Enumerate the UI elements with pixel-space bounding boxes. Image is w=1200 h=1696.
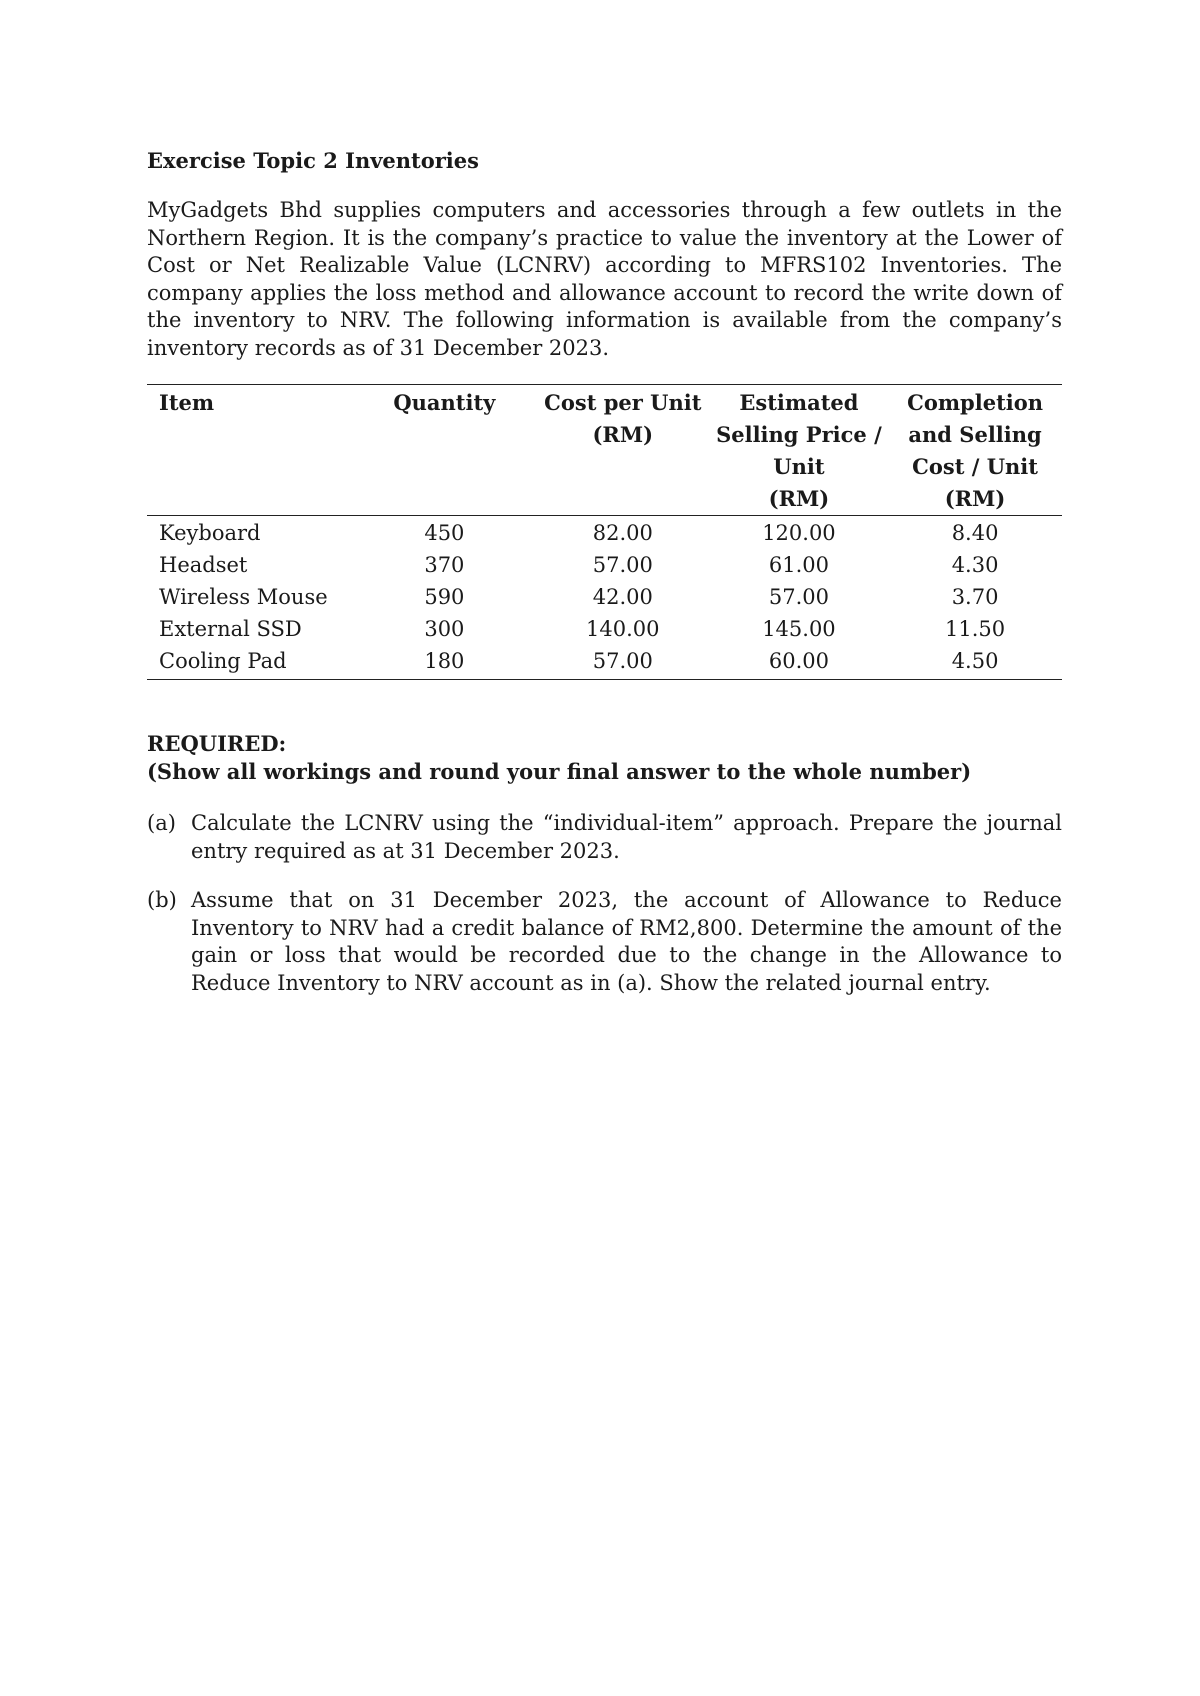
- table-row: [147, 645, 1062, 680]
- cell-item: Wireless Mouse: [159, 585, 328, 609]
- cell-cost: 140.00: [586, 617, 660, 641]
- cell-item: Keyboard: [159, 521, 261, 545]
- question-label: (a): [147, 811, 176, 835]
- required-heading: REQUIRED:: [147, 731, 287, 756]
- table-row: [147, 516, 1062, 550]
- cell-quantity: 370: [424, 553, 465, 577]
- cell-selling-cost: 11.50: [945, 617, 1006, 641]
- cell-item: Cooling Pad: [147, 645, 353, 680]
- cell-cost: 57.00: [592, 553, 653, 577]
- cell-selling-cost: 4.30: [951, 553, 999, 577]
- inventory-table: [147, 384, 1062, 680]
- cell-quantity: 180: [353, 645, 536, 680]
- cell-selling-cost: 4.50: [888, 645, 1062, 680]
- cell-selling-price: 145.00: [762, 617, 836, 641]
- table-header-row: [147, 385, 1062, 516]
- cell-selling-cost: 3.70: [951, 585, 999, 609]
- document-page: [147, 147, 1062, 1019]
- cell-item: Headset: [159, 553, 248, 577]
- cell-cost: 57.00: [536, 645, 710, 680]
- table-row: [147, 613, 1062, 645]
- header-quantity: Quantity: [353, 385, 536, 516]
- cell-cost: 82.00: [592, 521, 653, 545]
- question-label: (b): [147, 888, 177, 912]
- required-section: [147, 730, 1062, 786]
- cell-item: External SSD: [159, 617, 302, 641]
- question-text: Assume that on 31 December 2023, the account of Allowance to Reduce Inventory to NRV had a credit balance of RM2,800. Determine the amount of the gain or loss that would be recorded due to the change in the Allowance to Reduce Inventory to NRV account as in (a). Show the related journal entry.: [191, 888, 1062, 995]
- cell-selling-price: 120.00: [762, 521, 836, 545]
- header-item: Item: [147, 385, 353, 516]
- table-row: [147, 581, 1062, 613]
- questions-list: [147, 810, 1062, 997]
- document-title: Exercise Topic 2 Inventories: [147, 148, 479, 173]
- question-text: Calculate the LCNRV using the “individual-item” approach. Prepare the journal entry required as at 31 December 2023.: [191, 811, 1062, 863]
- header-cost-per-unit: Cost per Unit (RM): [536, 385, 710, 516]
- question-a: [147, 810, 1062, 865]
- cell-selling-price: 57.00: [768, 585, 829, 609]
- header-estimated-selling-price: Estimated Selling Price / Unit (RM): [710, 385, 888, 516]
- cell-selling-price: 61.00: [768, 553, 829, 577]
- cell-quantity: 300: [424, 617, 465, 641]
- cell-quantity: 450: [424, 521, 465, 545]
- cell-selling-cost: 8.40: [951, 521, 999, 545]
- cell-selling-price: 60.00: [710, 645, 888, 680]
- intro-paragraph: MyGadgets Bhd supplies computers and accessories through a few outlets in the Northern Region. It is the company’s practice to value the inventory at the Lower of Cost or Net Realizable Value (LCNRV) according to MFRS102 Inventories. The company applies the loss method and allowance account to record the write down of the inventory to NRV. The following information is available from the company’s inventory records as of 31 December 2023.: [147, 198, 1062, 360]
- question-b: [147, 887, 1062, 997]
- header-completion-selling-cost: Completion and Selling Cost / Unit (RM): [888, 385, 1062, 516]
- cell-quantity: 590: [424, 585, 465, 609]
- table-row: [147, 549, 1062, 581]
- cell-cost: 42.00: [592, 585, 653, 609]
- required-note: (Show all workings and round your final answer to the whole number): [147, 759, 972, 784]
